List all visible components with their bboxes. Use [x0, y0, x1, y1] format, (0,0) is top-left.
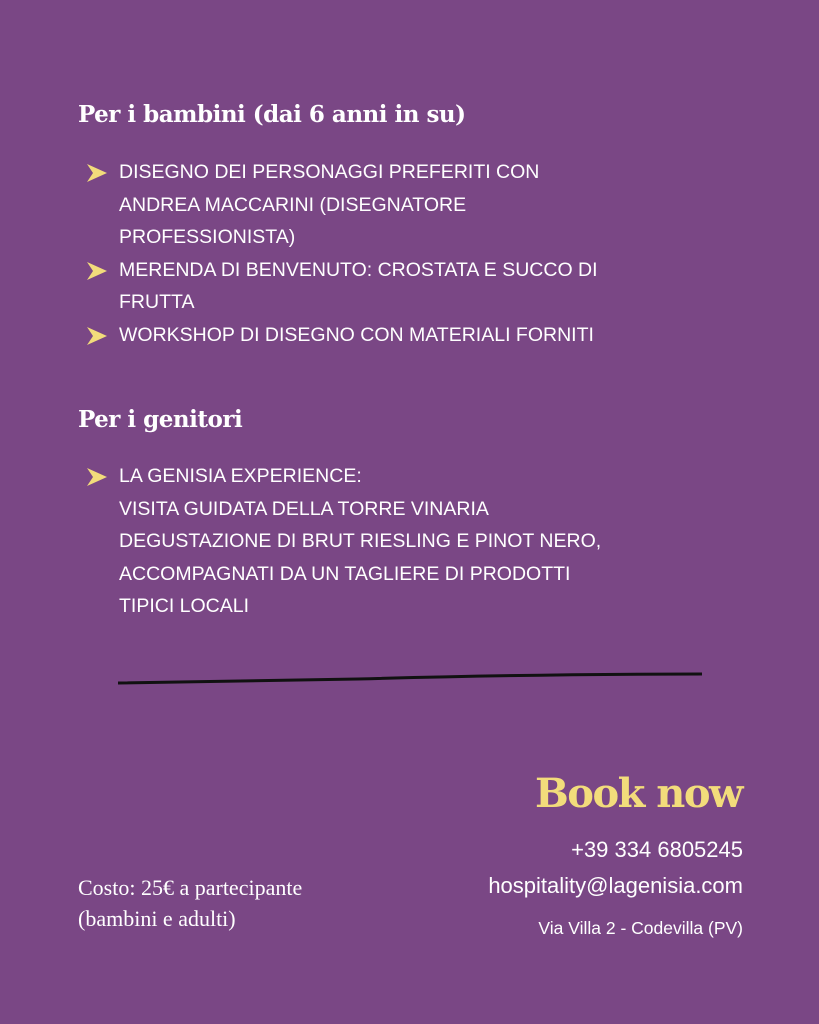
chevron-right-icon: [86, 261, 108, 281]
item-text: MERENDA DI BENVENUTO: CROSTATA E SUCCO DI: [119, 258, 598, 281]
kids-section-title: Per i bambini (dai 6 anni in su): [78, 101, 466, 128]
item-text: VISITA GUIDATA DELLA TORRE VINARIA: [119, 497, 489, 520]
chevron-right-icon: [86, 467, 108, 487]
item-text: DEGUSTAZIONE DI BRUT RIESLING E PINOT NERO,: [119, 530, 602, 552]
divider-line: [118, 662, 702, 686]
item-text: TIPICI LOCALI: [119, 595, 250, 617]
list-item: [86, 319, 598, 352]
address: Via Villa 2 - Codevilla (PV): [538, 918, 743, 938]
item-text: ANDREA MACCARINI (DISEGNATORE: [119, 193, 467, 216]
parents-section-title: Per i genitori: [78, 406, 243, 433]
item-text: LA GENISIA EXPERIENCE:: [119, 465, 362, 487]
book-now-heading: Book now: [534, 770, 742, 817]
list-item: [86, 460, 601, 623]
parents-activities-list: [86, 460, 601, 623]
chevron-right-icon: [86, 326, 108, 346]
item-text: WORKSHOP DI DISEGNO CON MATERIALI FORNITI: [119, 323, 594, 346]
phone-number[interactable]: +39 334 6805245: [571, 837, 743, 862]
chevron-right-icon: [86, 163, 108, 183]
kids-activities-list: [86, 156, 598, 351]
cost-line: Costo: 25€ a partecipante: [78, 875, 303, 900]
cost-info: [78, 872, 302, 934]
item-text: DISEGNO DEI PERSONAGGI PREFERITI CON: [119, 161, 540, 183]
cost-note: (bambini e adulti): [78, 906, 236, 931]
list-item: [86, 254, 598, 319]
item-text: FRUTTA: [119, 291, 195, 313]
email-address[interactable]: hospitality@lagenisia.com: [488, 873, 743, 898]
list-item: [86, 156, 598, 254]
item-text: PROFESSIONISTA): [119, 226, 296, 248]
item-text: ACCOMPAGNATI DA UN TAGLIERE DI PRODOTTI: [119, 562, 571, 585]
